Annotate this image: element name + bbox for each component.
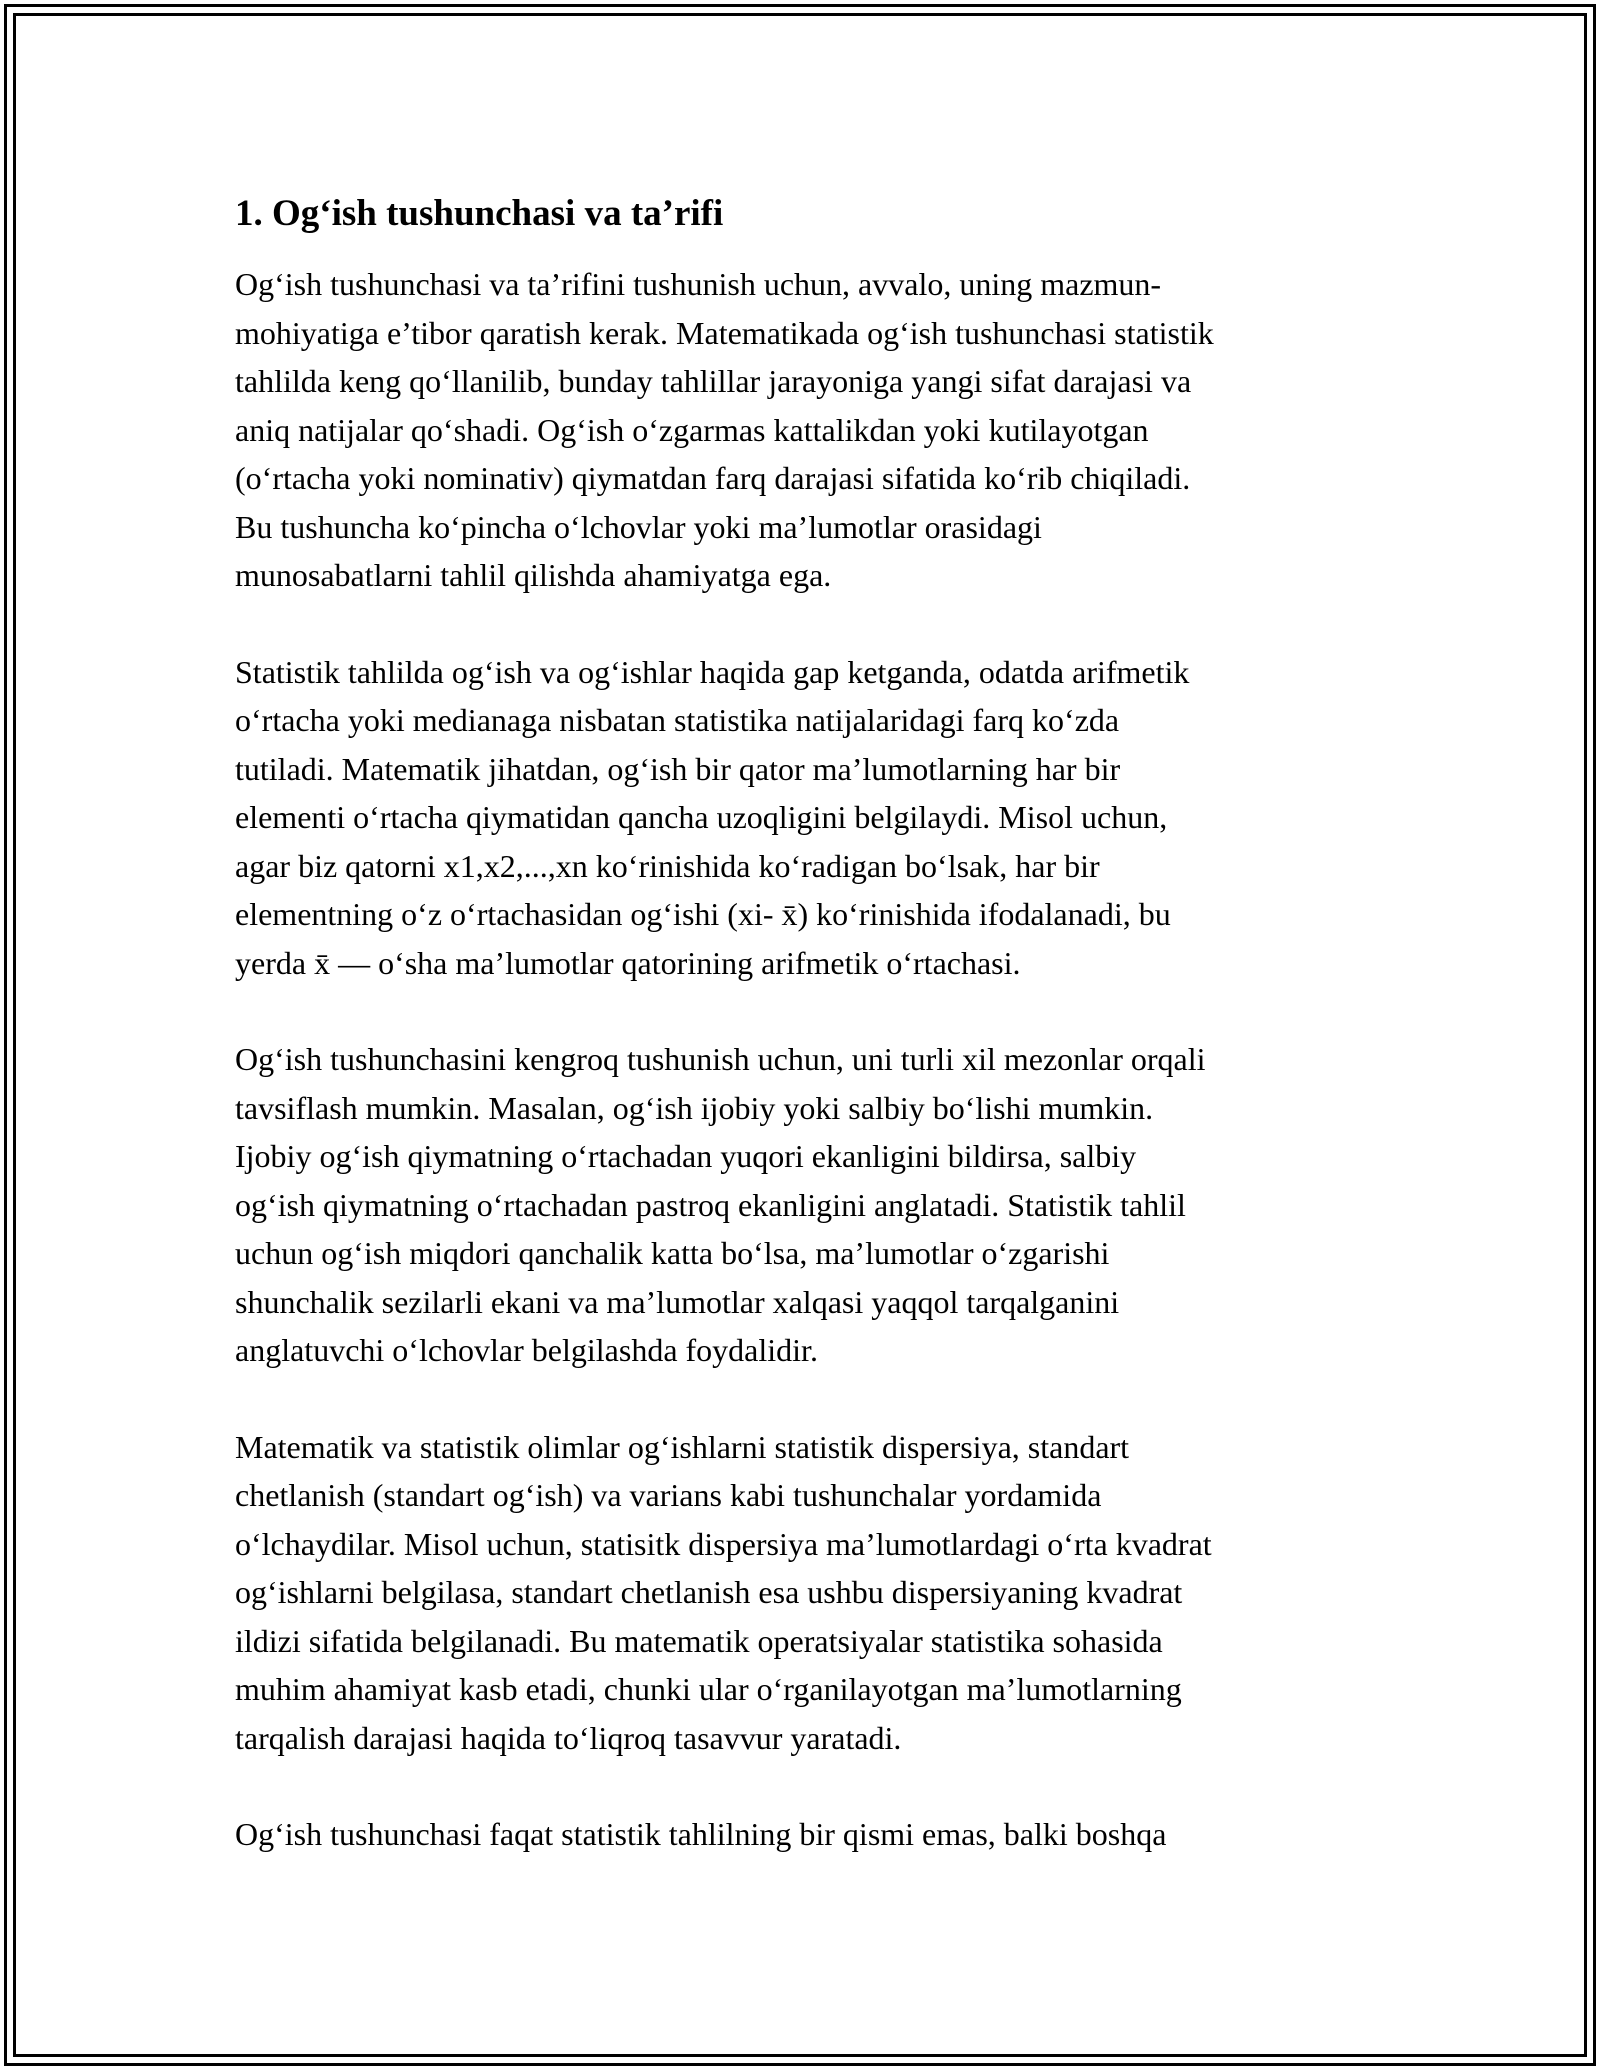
paragraph: Statistik tahlilda og‘ish va og‘ishlar haqida gap ketganda, odatda arifmetik o‘rtacha yoki medianaga nisbatan statistika natijalaridagi farq ko‘zda tutiladi. Matematik jihatdan, og‘ish bir qator ma’lumotlarning har bir elementi o‘rtacha qiymatidan qancha uzoqligini belgilaydi. Misol uchun, agar biz qatorni x1,x2,...,xn ko‘rinishida ko‘radigan bo‘lsak, har bir elementning o‘z o‘rtachasidan og‘ishi (xi- x̄) ko‘rinishida ifodalanadi, bu yerda x̄ — o‘sha ma’lumotlar qatorining arifmetik o‘rtachasi.: [235, 653, 1190, 981]
paragraph: Og‘ish tushunchasi va ta’rifini tushunish uchun, avvalo, uning mazmun- mohiyatiga e’tibor qaratish kerak. Matematikada og‘ish tushunchasi statistik tahlilda keng qo‘llanilib, bunday tahlillar jarayoniga yangi sifat darajasi va aniq natijalar qo‘shadi. Og‘ish o‘zgarmas kattalikdan yoki kutilayotgan (o‘rtacha yoki nominativ) qiymatdan farq darajasi sifatida ko‘rib chiqiladi. Bu tushuncha ko‘pincha o‘lchovlar yoki ma’lumotlar orasidagi munosabatlarni tahlil qilishda ahamiyatga ega.: [235, 266, 1214, 593]
paragraph: Og‘ish tushunchasini kengroq tushunish uchun, uni turli xil mezonlar orqali tavsiflash mumkin. Masalan, og‘ish ijobiy yoki salbiy bo‘lishi mumkin. Ijobiy og‘ish qiymatning o‘rtachadan yuqori ekanligini bildirsa, salbiy og‘ish qiymatning o‘rtachadan pastroq ekanligini anglatadi. Statistik tahlil uchun og‘ish miqdori qanchalik katta bo‘lsa, ma’lumotlar o‘zgarishi shunchalik sezilarli ekani va ma’lumotlar xalqasi yaqqol tarqalganini anglatuvchi o‘lchovlar belgilashda foydalidir.: [235, 1041, 1206, 1368]
paragraph: Matematik va statistik olimlar og‘ishlarni statistik dispersiya, standart chetlanish (standart og‘ish) va varians kabi tushunchalar yordamida o‘lchaydilar. Misol uchun, statisitk dispersiya ma’lumotlardagi o‘rta kvadrat og‘ishlarni belgilasa, standart chetlanish esa ushbu dispersiyaning kvadrat ildizi sifatida belgilanadi. Bu matematik operatsiyalar statistika sohasida muhim ahamiyat kasb etadi, chunki ular o‘rganilayotgan ma’lumotlarning tarqalish darajasi haqida to‘liqroq tasavvur yaratadi.: [235, 1428, 1212, 1756]
document-body: [235, 188, 1375, 1907]
section-heading: 1. Og‘ish tushunchasi va ta’rifi: [235, 193, 724, 234]
paragraph: Og‘ish tushunchasi faqat statistik tahlilning bir qismi emas, balki boshqa: [235, 1816, 1167, 1852]
